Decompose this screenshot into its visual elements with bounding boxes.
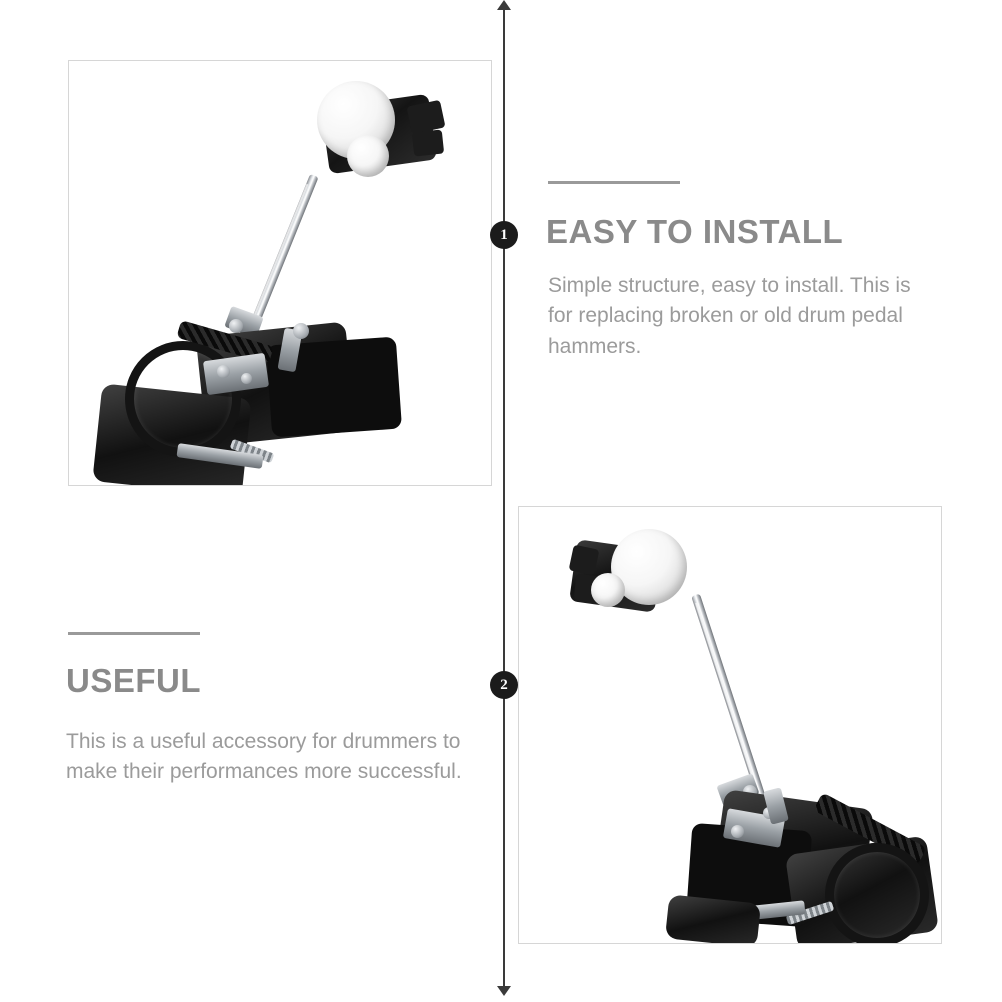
post-bolt-1: [293, 323, 309, 339]
hub-bolt-b-1: [241, 373, 252, 384]
step-badge-2: 2: [490, 671, 518, 699]
collar-bolt-1: [229, 319, 243, 333]
feature-1-description: Simple structure, easy to install. This is for replacing broken or old drum pedal hammers.: [548, 274, 911, 358]
hub-bolt-a-1: [217, 365, 230, 378]
feature-2-divider: [68, 632, 200, 635]
feature-image-2: [518, 506, 942, 944]
feature-2-description: This is a useful accessory for drummers to make their performances more successful.: [66, 730, 462, 784]
beater-cap-jaw-lower-1: [412, 129, 444, 156]
chain-sprocket-2: [825, 843, 929, 944]
beater-ball-lower-1: [347, 135, 389, 177]
beater-ball-lower-2: [591, 573, 625, 607]
pedal-foot-2: [665, 894, 761, 944]
timeline-axis: [503, 8, 505, 994]
feature-1-divider: [548, 181, 680, 184]
beater-cap-jaw-upper-1: [406, 100, 445, 134]
feature-image-1: [68, 60, 492, 486]
drum-pedal-beater-illustration-2: [519, 507, 941, 943]
timeline-arrow-down-icon: [497, 986, 511, 996]
hub-bolt-a-2: [731, 825, 744, 838]
drum-pedal-beater-illustration-1: [69, 61, 491, 485]
step-badge-1: 1: [490, 221, 518, 249]
beater-cap-jaw-upper-2: [569, 545, 600, 576]
feature-2-title: USEFUL: [66, 662, 201, 699]
feature-1-title: EASY TO INSTALL: [546, 213, 844, 250]
